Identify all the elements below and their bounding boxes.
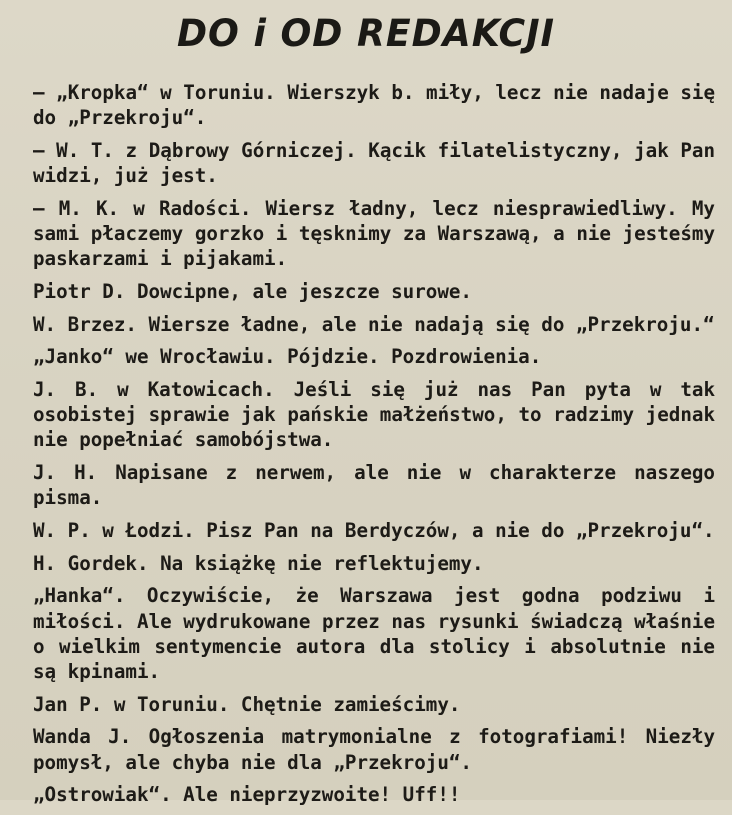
letter-reply-3: — M. K. w Radości. Wiersz ładny, lecz niesprawiedliwy. My sami płaczemy gorzko i tęsknimy za Warszawą, a nie jesteśmy paskarzami i pijakami. [33, 196, 715, 271]
letter-reply-13: Wanda J. Ogłoszenia matrymonialne z fotografiami! Niezły pomysł, ale chyba nie dla „Przekroju“. [33, 725, 715, 774]
letter-reply-4: Piotr D. Dowcipne, ale jeszcze surowe. [33, 279, 472, 303]
letter-reply-14: „Ostrowiak“. Ale nieprzyzwoite! Uff!! [33, 783, 461, 807]
letter-reply-8: J. H. Napisane z nerwem, ale nie w charakterze naszego pisma. [33, 461, 715, 510]
letter-reply-7: J. B. w Katowicach. Jeśli się już nas Pan pyta w tak osobistej sprawie jak pańskie małżeństwo, to radzimy jednak nie popełniać samobójstwa. [33, 378, 715, 452]
letter-reply-1: — „Kropka“ w Toruniu. Wierszyk b. miły, lecz nie nadaje się do „Przekroju“. [33, 81, 715, 130]
letter-reply-2: — W. T. z Dąbrowy Górniczej. Kącik filatelistyczny, jak Pan widzi, już jest. [33, 138, 715, 188]
letter-reply-10: H. Gordek. Na książkę nie reflektujemy. [33, 551, 484, 575]
letter-reply-5: W. Brzez. Wiersze ładne, ale nie nadają się do „Przekroju.“ [33, 312, 715, 336]
letters-column [33, 80, 715, 815]
page-title: DO i OD REDAKCJI [176, 12, 556, 55]
letter-reply-9: W. P. w Łodzi. Pisz Pan na Berdyczów, a nie do „Przekroju“. [33, 519, 715, 543]
letter-reply-12: Jan P. w Toruniu. Chętnie zamieścimy. [33, 692, 461, 716]
letter-reply-6: „Janko“ we Wrocławiu. Pójdzie. Pozdrowienia. [33, 345, 542, 369]
letter-reply-11: „Hanka“. Oczywiście, że Warszawa jest godna podziwu i miłości. Ale wydrukowane przez nas rysunki świadczą właśnie o wielkim sentymencie autora dla stolicy i absolutnie nie są kpinami. [33, 584, 715, 684]
